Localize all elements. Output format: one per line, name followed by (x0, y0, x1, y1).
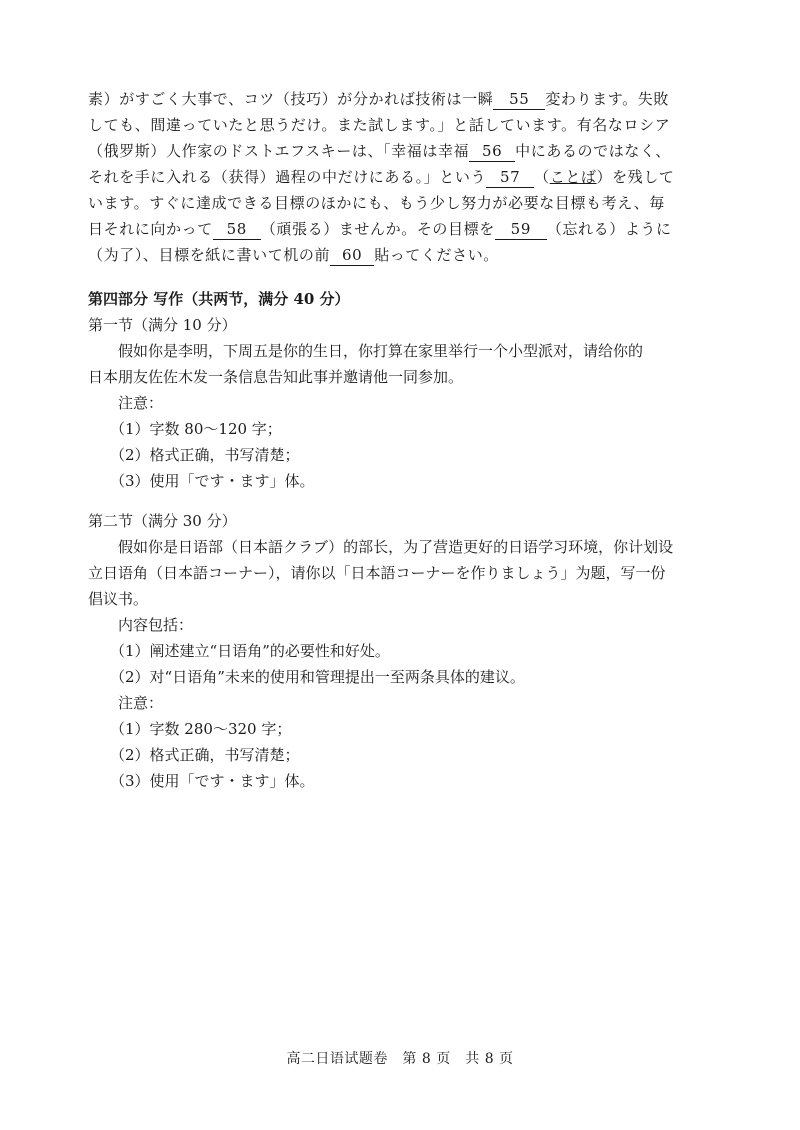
task-2-content-1: （1）阐述建立“日语角”的必要性和好处。 (110, 642, 390, 660)
passage-line-7: （为了）、目標を紙に書いて机の前 60 貼ってください。 (88, 246, 499, 264)
task-2-line-2: 立日语角（日本語コーナー），请你以「日本語コーナーを作りましょう」为题，写一份 (88, 564, 666, 582)
page-footer: 高二日语试题卷 第 8 页 共 8 页 (286, 1051, 514, 1067)
passage-line-6: 日それに向かって 58 （頑張る）ませんか。その目標を 59 （忘れる）ように (88, 220, 672, 238)
passage-line-3: （俄罗斯）人作家のドストエフスキーは、「幸福は幸福 56 中にあるのではなく、 (88, 142, 671, 160)
task-2-note-1: （1）字数 280～320 字； (110, 720, 292, 738)
writing-subsection-2 (88, 508, 716, 794)
task-2-note-label: 注意： (118, 694, 164, 712)
section-title: 第四部分 写作（共两节，满分 40 分） (88, 290, 350, 308)
task-2-line-1: 假如你是日语部（日本語クラブ）的部长，为了营造更好的日语学习环境，你计划设 (118, 538, 674, 556)
blank-56: 56 (469, 141, 515, 162)
passage-line-2: しても、間違っていたと思うだけ。また試します。」と話しています。有名なロシア (88, 116, 671, 134)
task-2-note-2: （2）格式正确，书写清楚； (110, 746, 300, 764)
underlined-word: ことば (549, 168, 597, 186)
subsection-2-heading: 第二节（满分 30 分） (88, 512, 237, 530)
blank-55: 55 (493, 89, 545, 110)
task-1-line-1: 假如你是李明，下周五是你的生日，你打算在家里举行一个小型派对，请给你的 (118, 342, 644, 360)
blank-58: 58 (213, 219, 261, 240)
subsection-1-heading: 第一节（满分 10 分） (88, 316, 237, 334)
task-2-content-2: （2）对“日语角”未来的使用和管理提出一至两条具体的建议。 (110, 668, 525, 686)
blank-57: 57 (486, 167, 534, 188)
task-2-note-3: （3）使用「です・ます」体。 (110, 772, 315, 790)
blank-59: 59 (495, 219, 547, 240)
task-2-line-3: 倡议书。 (88, 590, 149, 608)
task-1-note-3: （3）使用「です・ます」体。 (110, 472, 315, 490)
task-1-note-1: （1）字数 80～120 字； (110, 420, 282, 438)
task-1-note-label: 注意： (118, 394, 164, 412)
task-1-note-2: （2）格式正确，书写清楚； (110, 446, 300, 464)
task-2-content-label: 内容包括： (118, 616, 194, 634)
passage-line-5: います。すぐに達成できる目標のほかにも、もう少し努力が必要な目標も考え、毎 (88, 194, 665, 212)
blank-60: 60 (330, 245, 374, 266)
passage-line-1: 素）がすごく大事で、コツ（技巧）が分かれば技術は一瞬 55 変わります。失敗 (88, 90, 669, 108)
writing-section (88, 286, 716, 494)
passage-line-4: それを手に入れる（获得）過程の中だけにある。」という 57 （ことば）を残して (88, 168, 675, 186)
reading-passage (88, 86, 716, 268)
task-1-line-2: 日本朋友佐佐木发一条信息告知此事并邀请他一同参加。 (88, 368, 464, 386)
